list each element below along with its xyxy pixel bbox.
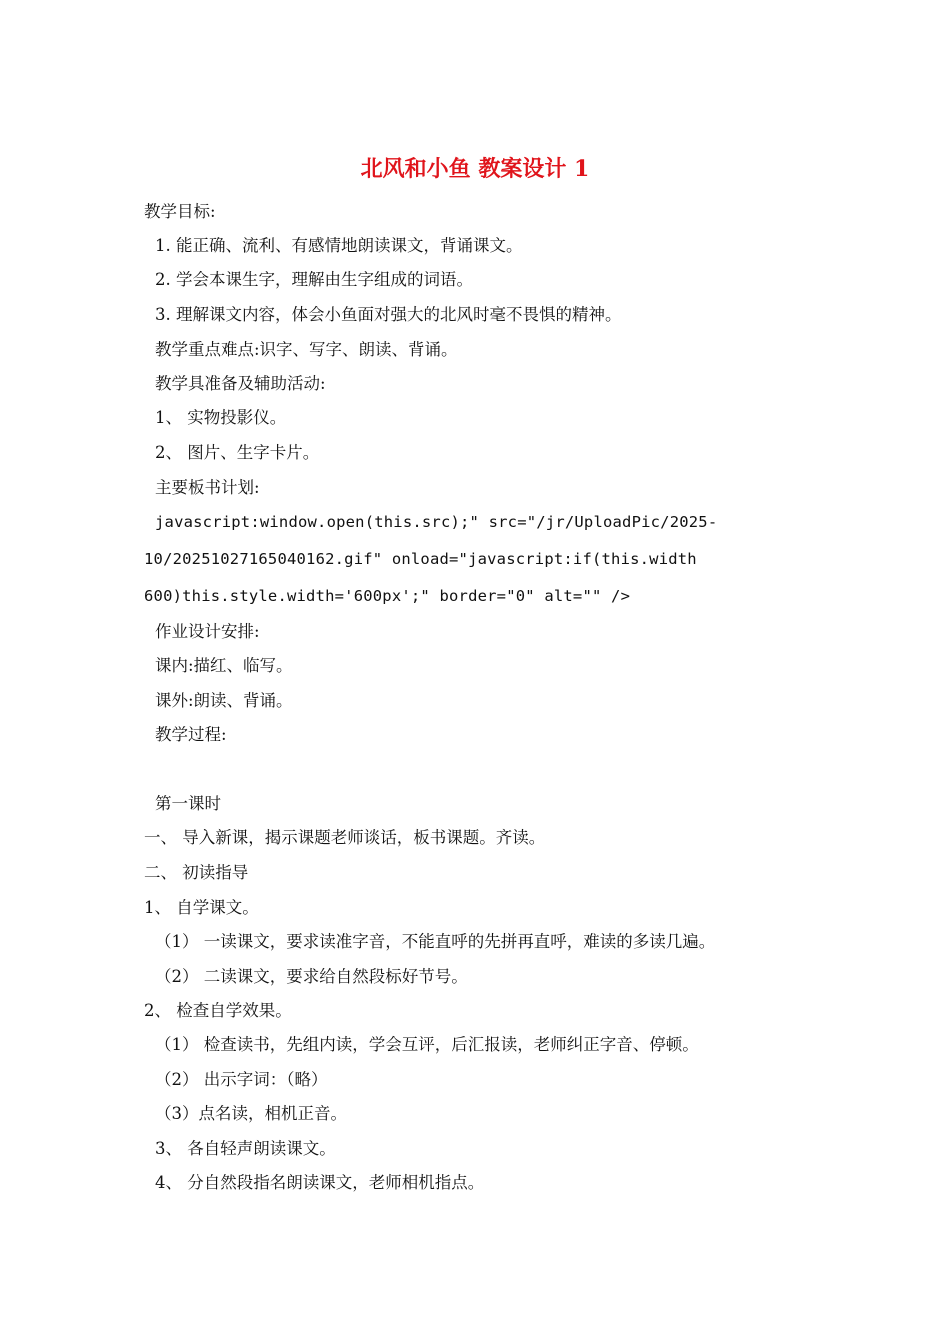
substep-2: 2、 检查自学效果。 <box>144 1001 292 1020</box>
first-lesson-heading: 第一课时 <box>155 794 221 813</box>
document-title: 北风和小鱼 教案设计 1 <box>360 156 590 182</box>
substep-1-2: （2） 二读课文，要求给自然段标好节号。 <box>155 967 468 986</box>
substep-3: 3、 各自轻声朗读课文。 <box>155 1139 336 1158</box>
substep-1: 1、 自学课文。 <box>144 898 259 917</box>
code-line-2: 10/20251027165040162.gif" onload="javascript:if(this.width <box>144 550 697 568</box>
code-line-3: 600)this.style.width='600px';" border="0" alt="" /> <box>144 587 631 605</box>
teaching-goals-heading: 教学目标: <box>144 202 216 221</box>
teaching-aids-heading: 教学具准备及辅助活动: <box>155 374 326 393</box>
substep-2-2: （2） 出示字词：（略） <box>155 1070 328 1089</box>
key-difficulties: 教学重点难点:识字、写字、朗读、背诵。 <box>155 340 458 359</box>
teaching-aid-2: 2、 图片、生字卡片。 <box>155 443 320 462</box>
substep-4: 4、 分自然段指名朗读课文，老师相机指点。 <box>155 1173 485 1192</box>
homework-after-class: 课外:朗读、背诵。 <box>155 691 293 710</box>
goal-item-2: 2. 学会本课生字，理解由生字组成的词语。 <box>155 270 473 289</box>
step-one: 一、 导入新课，揭示课题老师谈话，板书课题。齐读。 <box>144 828 546 847</box>
blackboard-plan-heading: 主要板书计划: <box>155 478 260 497</box>
substep-1-1: （1） 一读课文，要求读准字音，不能直呼的先拼再直呼，难读的多读几遍。 <box>155 932 716 951</box>
homework-in-class: 课内:描红、临写。 <box>155 656 293 675</box>
step-two: 二、 初读指导 <box>144 863 249 882</box>
homework-heading: 作业设计安排: <box>155 622 260 641</box>
goal-item-3: 3. 理解课文内容，体会小鱼面对强大的北风时毫不畏惧的精神。 <box>155 305 622 324</box>
substep-2-3: （3）点名读，相机正音。 <box>155 1104 347 1123</box>
code-line-1: javascript:window.open(this.src);" src="/jr/UploadPic/2025- <box>155 513 718 531</box>
substep-2-1: （1） 检查读书，先组内读，学会互评，后汇报读，老师纠正字音、停顿。 <box>155 1035 699 1054</box>
teaching-process-heading: 教学过程: <box>155 725 227 744</box>
goal-item-1: 1. 能正确、流利、有感情地朗读课文，背诵课文。 <box>155 236 523 255</box>
teaching-aid-1: 1、 实物投影仪。 <box>155 408 287 427</box>
